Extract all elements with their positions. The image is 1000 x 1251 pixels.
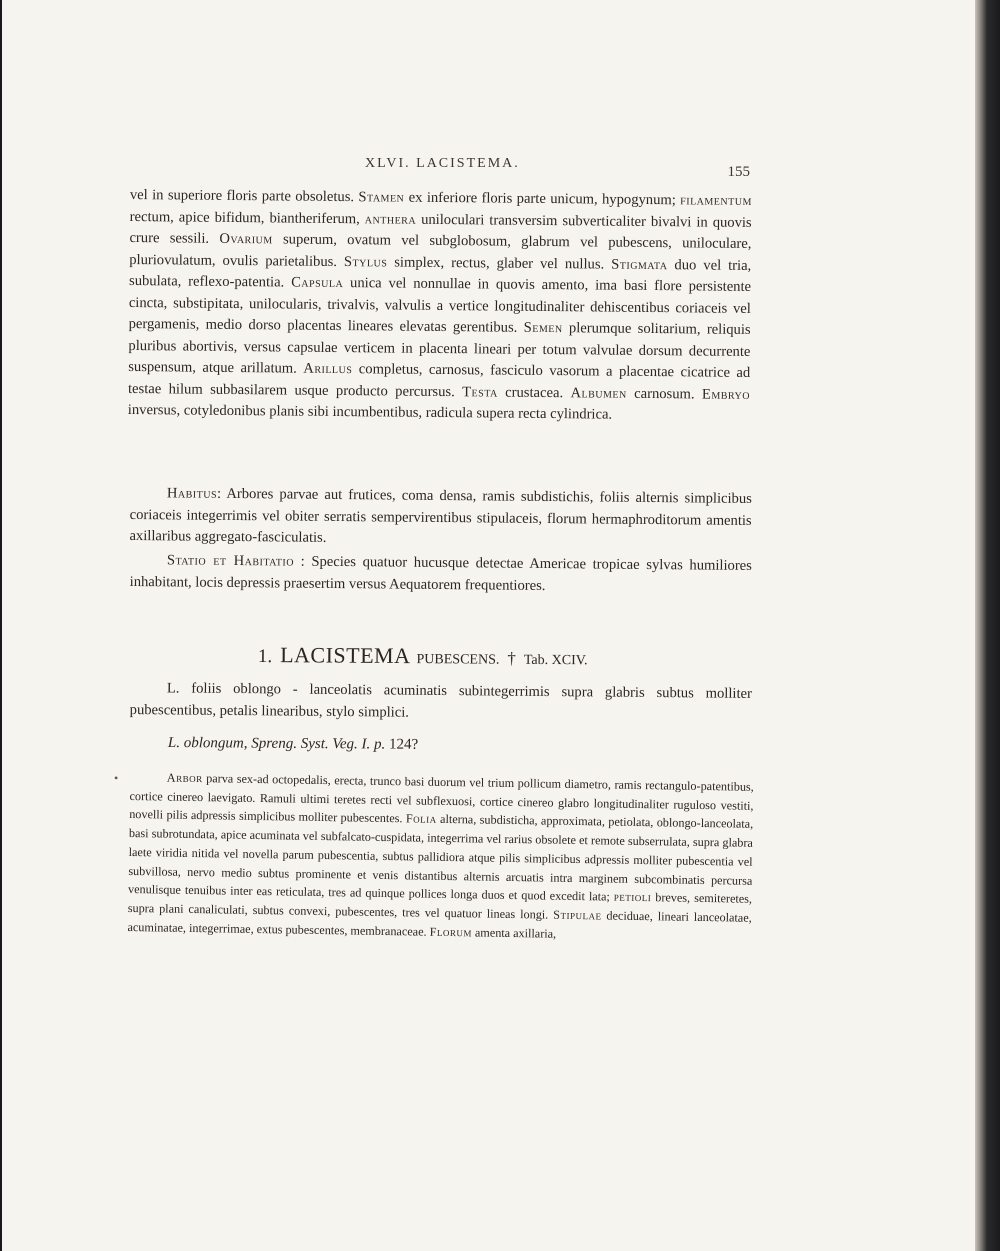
term-stipulae: Stipulae bbox=[553, 907, 602, 923]
habitus-label: Habitus bbox=[166, 485, 218, 502]
term-anthera: anthera bbox=[364, 210, 417, 228]
statio-text: : Species quatuor hucusque detectae Americae tropicae sylvas humiliores inhabitant, locis depressis praesertim versus Aequatorem frequentiores. bbox=[129, 553, 752, 594]
term-folia: Folia bbox=[405, 811, 437, 827]
term-florum: Florum bbox=[429, 924, 473, 940]
synonym-page: 124? bbox=[385, 736, 419, 753]
description-text: duo vel tria, subulata, reflexo-patentia. bbox=[129, 256, 752, 291]
term-filamentum: filamentum bbox=[680, 192, 752, 209]
habitus-text: : Arbores parvae aut frutices, coma densa, ramis subdistichis, foliis alternis simplicibus coriaceis integerrimis vel obiter serratis sempervirentibus stipulaceis, florum hermaphroditorum amentis axillaribus aggregato-fasciculatis. bbox=[129, 485, 752, 546]
statio-label: Statio et Habitatio bbox=[166, 552, 295, 570]
term-stamen: Stamen bbox=[358, 189, 405, 206]
details-text: amenta axillaria, bbox=[471, 925, 557, 941]
species-diagnosis bbox=[130, 678, 752, 727]
species-genus: LACISTEMA bbox=[280, 642, 411, 669]
habitus-paragraph bbox=[129, 483, 752, 553]
description-text: plerumque solitarium, reliquis pluribus abortivis, versus capsulae verticem in placenta lineari per totum valvulae dorsum decurrente suspensum, atque arillatum. bbox=[128, 320, 751, 377]
description-text: rectum, apice bifidum, biantheriferum, bbox=[129, 208, 365, 227]
details-text: breves, semiteretes, supra plani canaliculati, subtus convexi, pubescentes, tres vel quatuor lineas longi. bbox=[127, 890, 753, 922]
diagnosis-text: L. foliis oblongo - lanceolatis acuminatis subintegerrimis supra glabris subtus molliter pubescentibus, petalis linearibus, stylo simplici. bbox=[129, 680, 752, 721]
plate-reference: Tab. XCIV. bbox=[523, 652, 588, 669]
species-details bbox=[127, 768, 754, 946]
term-embryo: Embryo bbox=[701, 386, 751, 403]
term-testa: Testa bbox=[462, 383, 498, 401]
term-stigmata: Stigmata bbox=[611, 256, 668, 273]
dagger-mark: † bbox=[507, 648, 516, 668]
synonym-citation bbox=[168, 735, 588, 755]
description-text: vel in superiore floris parte obsoletus. bbox=[129, 186, 359, 206]
description-text: completus, carnosus, fasciculo vasorum a placentae cicatrice ad testae hilum subbasilarem usque producto percursus. bbox=[127, 361, 751, 400]
term-arillus: Arillus bbox=[303, 360, 353, 378]
page-header bbox=[130, 156, 750, 180]
term-capsula: Capsula bbox=[291, 274, 344, 292]
species-heading bbox=[258, 642, 718, 671]
term-petioli: petioli bbox=[613, 889, 652, 905]
description-text: unica vel nonnullae in quovis amento, ima basi flore persistente cincta, substipitata, unilocularis, trivalvis, valvulis a vertice longitudinaliter dehiscentibus coriaceis vel pergamenis, medio dorso placentas lineares elevatas gerentibus. bbox=[128, 275, 752, 336]
margin-dot: • bbox=[114, 771, 119, 785]
species-number: 1. bbox=[257, 645, 273, 668]
term-ovarium: Ovarium bbox=[219, 230, 273, 248]
term-semen: Semen bbox=[523, 319, 563, 337]
term-albumen: Albumen bbox=[570, 384, 627, 402]
details-text: deciduae, lineari lanceolatae, acuminatae, integerrimae, extus pubescentes, membranaceae. bbox=[127, 908, 752, 939]
description-text: inversus, cotyledonibus planis sibi incumbentibus, radicula supera recta cylindrica. bbox=[127, 401, 613, 423]
description-text: uniloculari transversim subverticaliter bivalvi in quovis crure sessili. bbox=[129, 211, 752, 247]
description-text: crustacea. bbox=[497, 384, 571, 401]
description-text: simplex, rectus, glaber vel nullus. bbox=[387, 253, 612, 273]
running-head: XLVI. LACISTEMA. bbox=[365, 156, 520, 171]
term-stylus: Stylus bbox=[343, 253, 388, 270]
genus-description bbox=[128, 185, 752, 427]
term-arbor: Arbor bbox=[166, 770, 203, 786]
statio-paragraph bbox=[130, 550, 752, 599]
details-text: alterna, subdisticha, approximata, petiolata, oblongo-lanceolata, basi subrotundata, apice acuminata vel subfalcato-cuspidata, integerrima vel rarius obsolete et remote subserrulata, supra glabra laete viridia nitida vel novella parum pubescentia, subtus pallidiora atque pilis simplicibus adpressis molliter pubescentia vel subvillosa, nervo medio subtus prominente et venis distantibus alternis arcuatis intra marginem subcombinatis percursa venulisque tenuibus inter eas reticulata, tres ad quinque pollices longa duos et quod excedit lata; bbox=[127, 812, 754, 904]
details-text: parva sex-ad octopedalis, erecta, trunco basi duorum vel trium pollicum diametro, ramis rectangulo-patentibus, cortice cinereo laevigato. Ramuli ultimi teretes recti vel subflexuosi, cortice cinereo glabro longitudinaliter ruguloso vestiti, novelli pilis adpressis simplicibus molliter pubescentes. bbox=[129, 771, 754, 826]
description-text: carnosum. bbox=[626, 385, 703, 402]
description-text: superum, ovatum vel subglobosum, glabrum vel pubescens, uniloculare, pluriovulatum, ovulis parietalibus. bbox=[129, 231, 752, 270]
page-edge-shadow bbox=[975, 0, 1000, 1251]
page-number: 155 bbox=[727, 164, 750, 180]
description-text: ex inferiore floris parte unicum, hypogynum; bbox=[404, 189, 681, 209]
synonym-text: L. oblongum, Spreng. Syst. Veg. I. p. bbox=[167, 735, 386, 753]
species-epithet: PUBESCENS. bbox=[416, 652, 500, 668]
